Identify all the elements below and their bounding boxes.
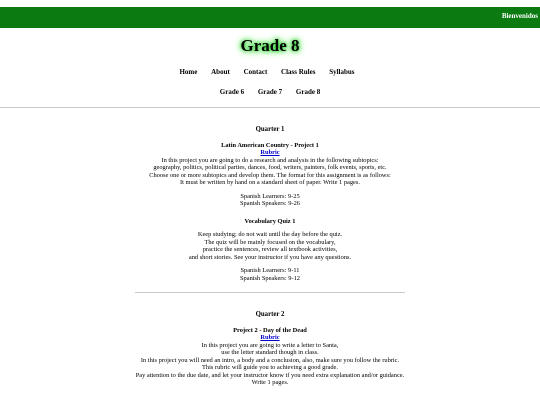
project-2-line: Pay attention to the due date, and let your instructor know if you need extra explanation and/or guidance. [135,371,405,379]
quiz-1-due-learners: Spanish Learners: 9-11 [240,267,300,274]
project-1-line: geography, politics, political parties, dances, food, writers, painters, folk events, sports, etc. [153,164,387,171]
top-banner [0,7,540,28]
main-nav [0,68,540,76]
project-2-rubric-link[interactable]: Rubric [260,334,280,341]
quiz-1-line: The quiz will be mainly focused on the vocabulary, [204,238,336,246]
project-1-line: In this project you are going to do a research and analysis in the following subtopics: [161,156,379,164]
nav-home-link[interactable]: Home [179,68,198,76]
nav-contact-link[interactable]: Contact [243,68,268,76]
nav-class-rules-link[interactable]: Class Rules [281,68,316,76]
main-content [0,126,540,387]
project-2-line: Write 1 pages. [251,379,289,386]
project-1-line: Choose one or more subtopics and develop them. The format for this assignment is as follows: [149,171,391,179]
quiz-1-line: practice the sentences, review all textbook activities, [202,246,338,253]
project-1-line: It must be written by hand on a standard sheet of paper. Write 1 pages. [180,179,360,186]
header-divider [0,107,540,108]
quiz-1-block [0,218,540,283]
nav-grade-7-link[interactable]: Grade 7 [257,88,283,96]
project-2-title: Project 2 - Day of the Dead [233,326,307,334]
nav-grade-8-link[interactable]: Grade 8 [295,88,321,96]
section-divider [135,292,405,293]
project-2-line: This rubric will guide you to achieving a good grade. [202,364,338,371]
quiz-1-title: Vocabulary Quiz 1 [244,217,296,225]
quarter-2-heading: Quarter 2 [255,311,285,318]
project-2-line: In this project you will need an intro, a body and a conclusion, also, make sure you follow the rubric. [140,356,400,364]
quarter-1-heading: Quarter 1 [255,126,285,133]
project-1-block [0,142,540,208]
quiz-1-line: and short stories. See your instructor if you have any questions. [188,253,352,261]
quiz-1-line: Keep studying; do not wait until the day before the quiz. [197,231,343,238]
project-2-line: use the letter standard though in class. [221,349,319,356]
project-1-rubric-link[interactable]: Rubric [260,149,280,156]
nav-grade-6-link[interactable]: Grade 6 [219,88,245,96]
project-1-due-speakers: Spanish Speakers: 9-26 [240,200,300,207]
welcome-marquee: Bienvenidos [501,12,538,20]
project-2-block [0,327,540,387]
nav-about-link[interactable]: About [211,68,230,76]
project-1-due-learners: Spanish Learners: 9-25 [240,192,300,200]
page-title: Grade 8 [240,36,300,55]
nav-syllabus-link[interactable]: Syllabus [329,68,355,76]
grade-nav [0,88,540,96]
project-1-title: Latin American Country - Project 1 [221,141,319,149]
quiz-1-due-speakers: Spanish Speakers: 9-12 [240,274,300,282]
project-2-line: In this project you are going to write a letter to Santa, [201,341,339,349]
